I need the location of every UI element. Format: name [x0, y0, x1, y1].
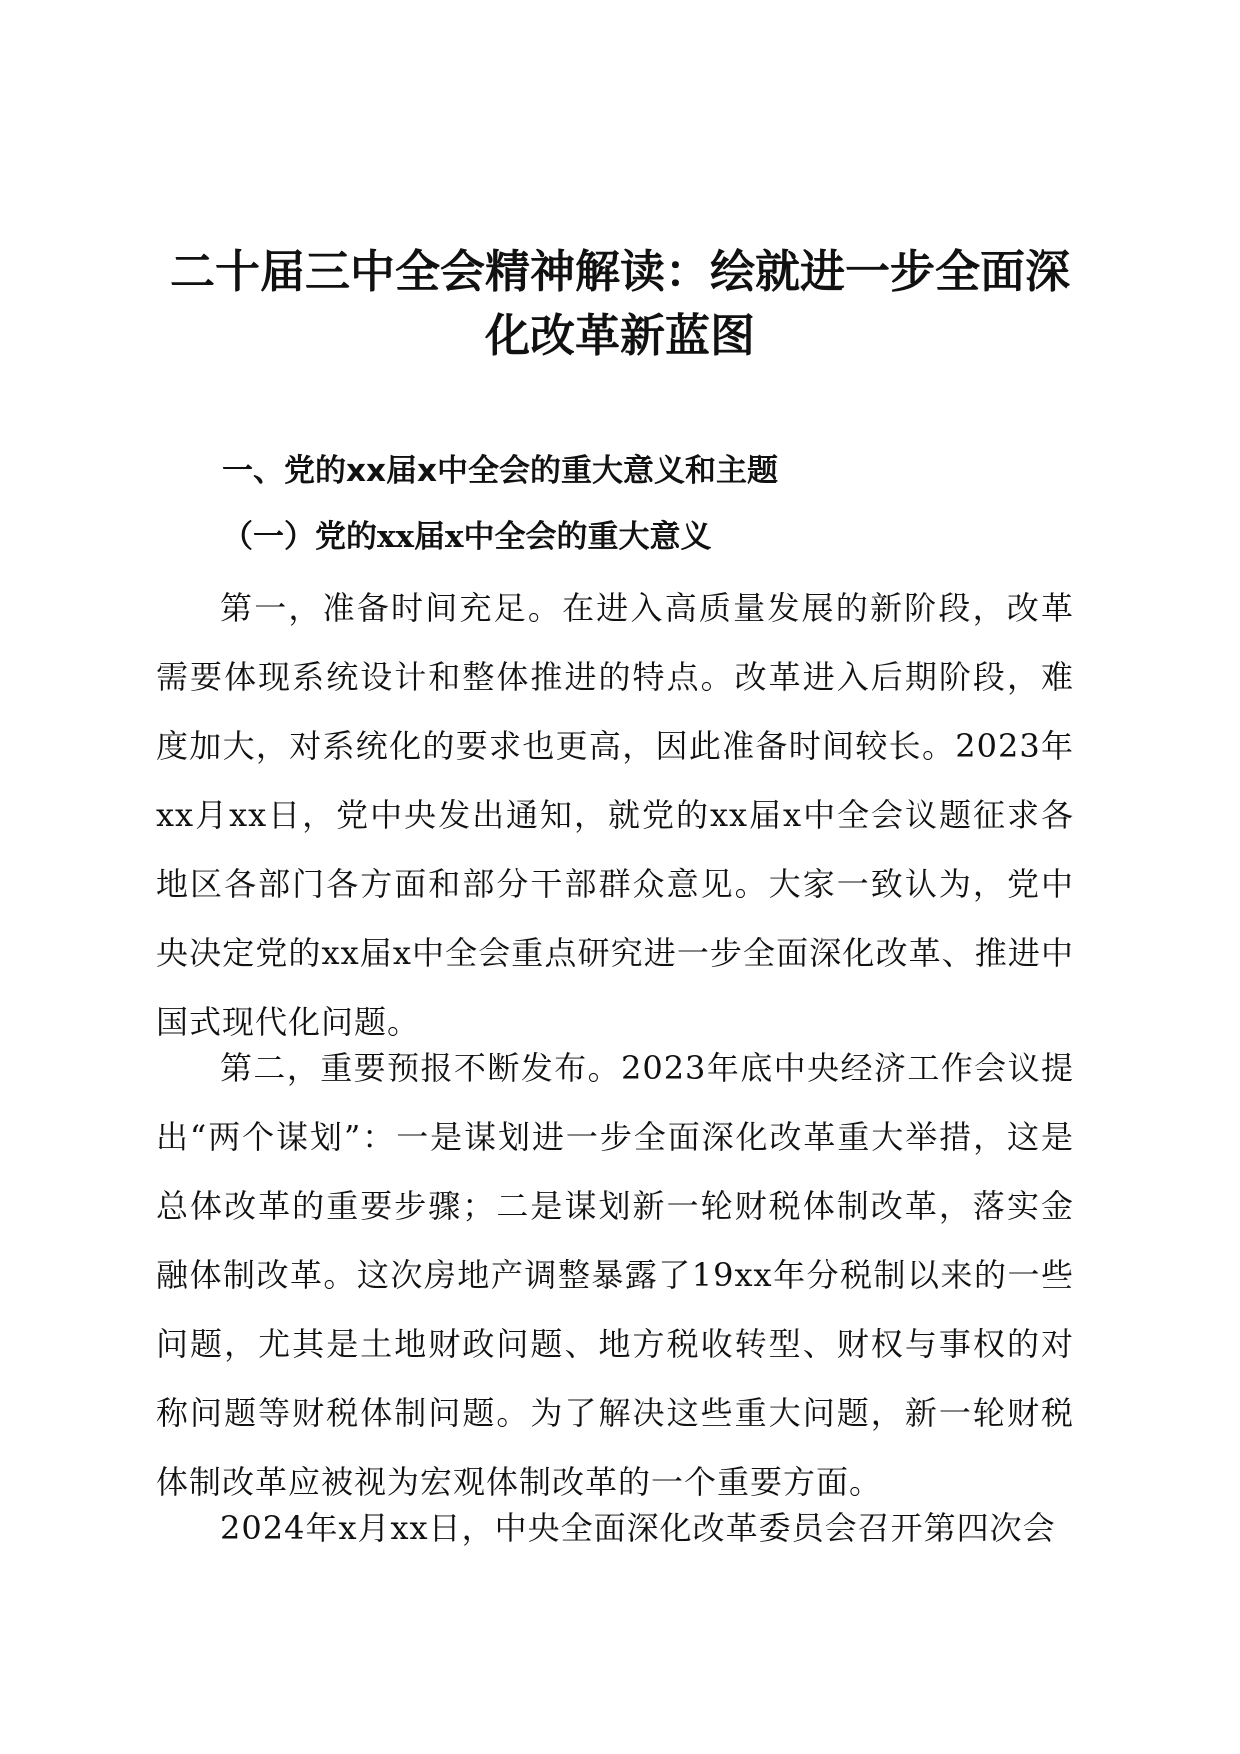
section-heading: 一、党的xx届x中全会的重大意义和主题 [222, 453, 778, 489]
subsection-heading: （一）党的xx届x中全会的重大意义 [222, 519, 712, 555]
body-paragraph-1: 第一，准备时间充足。在进入高质量发展的新阶段，改革需要体现系统设计和整体推进的特点。改革进入后期阶段，难度加大，对系统化的要求也更高，因此准备时间较长。2023年xx月xx日，党中央发出通知，就党的xx届x中全会议题征求各地区各部门各方面和部分干部群众意见。大家一致认为，党中央决定党的xx届x中全会重点研究进一步全面深化改革、推进中国式现代化问题。 [156, 589, 1074, 1041]
document-title: 二十届三中全会精神解读：绘就进一步全面深化改革新蓝图 [169, 245, 1070, 362]
body-paragraph-2: 第二，重要预报不断发布。2023年底中央经济工作会议提出“两个谋划”：一是谋划进一步全面深化改革重大举措，这是总体改革的重要步骤；二是谋划新一轮财税体制改革，落实金融体制改革。这次房地产调整暴露了19xx年分税制以来的一些问题，尤其是土地财政问题、地方税收转型、财权与事权的对称问题等财税体制问题。为了解决这些重大问题，新一轮财税体制改革应被视为宏观体制改革的一个重要方面。 [156, 1049, 1074, 1501]
body-paragraph-3: 2024年x月xx日，中央全面深化改革委员会召开第四次会 [220, 1509, 1056, 1547]
